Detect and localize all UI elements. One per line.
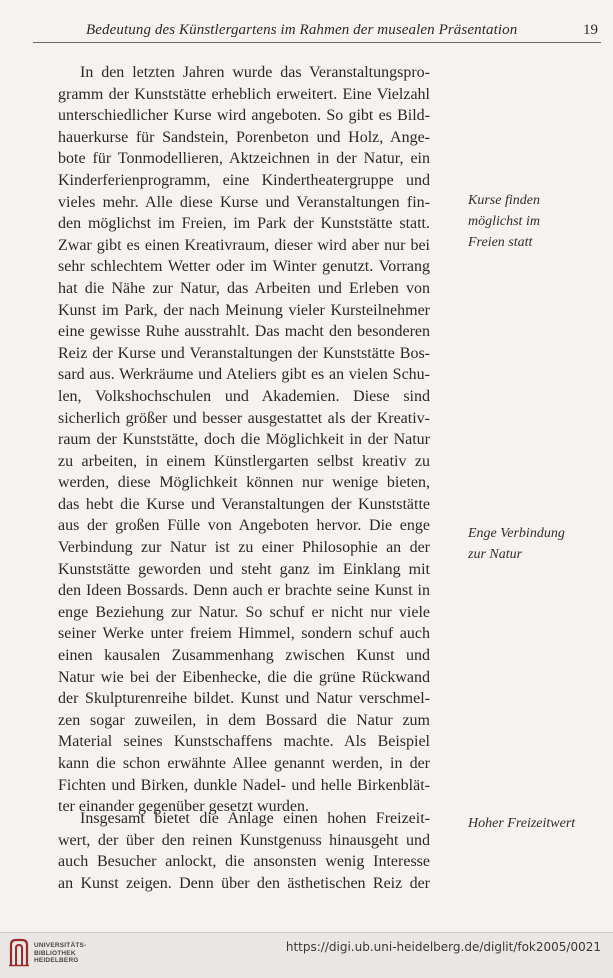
text-line: Zwar gibt es einen Kreativraum, dieser wird aber nur bei [58,236,430,254]
marginal-note-line: zur Natur [468,547,523,562]
text-line: eine gewisse Ruhe ausstrahlt. Das macht den besonderen [58,323,430,341]
text-line: Insgesamt bietet die Anlage einen hohen Freizeit- [80,810,430,827]
text-line: gramm der Kunststätte erheblich erweitert. Eine Vielzahl [58,85,430,103]
marginal-note-kurse [468,190,603,253]
marginal-note-natur [468,523,603,565]
marginal-note-line: Enge Verbindung [468,526,565,541]
text-line: Verbindung zur Natur ist zu einer Philosophie an der [58,539,430,557]
text-line: zu arbeiten, in einem Künstlergarten selbst kreativ zu [58,452,430,470]
text-line: kann die schon erwähnte Allee genannt werden, in der [58,755,430,772]
text-line: hauerkurse für Sandstein, Porenbeton und Holz, Ange- [58,128,430,146]
body-paragraph-1 [58,62,430,818]
marginal-note-line: möglichst im [468,214,540,229]
library-logo-text [34,942,86,965]
text-line: seiner Werke unter freiem Himmel, sondern schuf auch [58,625,430,643]
text-line: len, Volkshochschulen und Akademien. Diese sind [58,387,430,405]
text-line: ter einander gegenüber gesetzt wurden. [58,798,309,816]
text-line: einen kausalen Zusammenhang zwischen Kunst und [58,647,430,665]
text-line: den möglichst im Freien, im Park der Kunststätte statt. [58,215,430,233]
text-line: zen sogar zuweilen, in dem Bossard die Natur zum [58,711,430,729]
library-logo-icon [8,937,30,967]
text-line: Fichten und Birken, dunkle Nadel- und helle Birkenblät- [58,776,430,794]
marginal-note-line: Hoher Freizeitwert [468,816,576,831]
running-header [33,22,601,43]
text-line: Kunst im Park, der nach Meinung vieler Kursteilnehmer [58,301,430,319]
text-line: Material seines Kunstschaffens machte. Als Beispiel [58,733,430,751]
text-line: der Skulpturenreihe bildet. Kunst und Natur verschmel- [58,690,430,708]
footer-bar [0,932,613,978]
text-line: das hebt die Kurse und Veranstaltungen der Kunststätte [58,495,430,513]
text-line: wert, der über den reinen Kunstgenuss hinausgeht und [58,831,430,849]
page-number: 19 [583,22,598,38]
text-line: den Ideen Bossards. Denn auch er brachte seine Kunst in [58,582,430,600]
text-line: vieles mehr. Alle diese Kurse und Veranstaltungen fin- [58,193,430,211]
logo-text-line: HEIDELBERG [34,957,79,964]
text-line: an Kunst zeigen. Denn über den ästhetischen Reiz der [58,874,430,892]
logo-text-line: BIBLIOTHEK [34,949,76,957]
text-line: sicherlich größer und besser ausgestattet als der Kreativ- [58,409,430,427]
text-line: raum der Kunststätte, doch die Möglichkeit in der Natur [58,431,430,449]
text-line: bote für Tonmodellieren, Aktzeichnen in der Natur, ein [58,150,430,168]
body-paragraph-2 [58,808,430,894]
text-line: Kinderferienprogramm, eine Kindertheatergruppe und [58,171,430,189]
source-url-link[interactable]: https://digi.ub.uni-heidelberg.de/diglit/fok2005/0021 [285,940,601,954]
text-line: enge Beziehung zur Natur. So schuf er nicht nur viele [58,603,430,621]
text-line: hat die Nähe zur Natur, das Arbeiten und Erleben von [58,279,430,297]
running-header-title: Bedeutung des Künstlergartens im Rahmen der musealen Präsentation [86,22,518,38]
marginal-note-line: Freien statt [468,235,533,250]
text-line: auch Besucher anlockt, die ansonsten wenig Interesse [58,853,430,871]
text-line: In den letzten Jahren wurde das Veranstaltungspro- [80,64,430,81]
text-line: Kunststätte geworden und steht ganz im Einklang mit [58,560,430,578]
text-line: sard aus. Werkräume und Ateliers gibt es an vielen Schu- [58,366,430,384]
text-line: sehr schlechtem Wetter oder im Winter genutzt. Vorrang [58,258,430,276]
logo-text-line: UNIVERSITÄTS- [34,942,87,949]
text-line: Reiz der Kurse und Veranstaltungen der Kunststätte Bos- [58,344,430,362]
text-line: Natur wie bei der Eibenhecke, die die grüne Rückwand [58,668,430,686]
marginal-note-line: Kurse finden [468,193,540,208]
marginal-note-freizeitwert [468,813,603,834]
text-line: unterschiedlicher Kurse wird angeboten. So gibt es Bild- [58,107,430,125]
text-line: werden, diese Möglichkeit können nur wenige bieten, [58,474,430,492]
text-line: aus der großen Fülle von Angeboten hervor. Die enge [58,517,430,535]
